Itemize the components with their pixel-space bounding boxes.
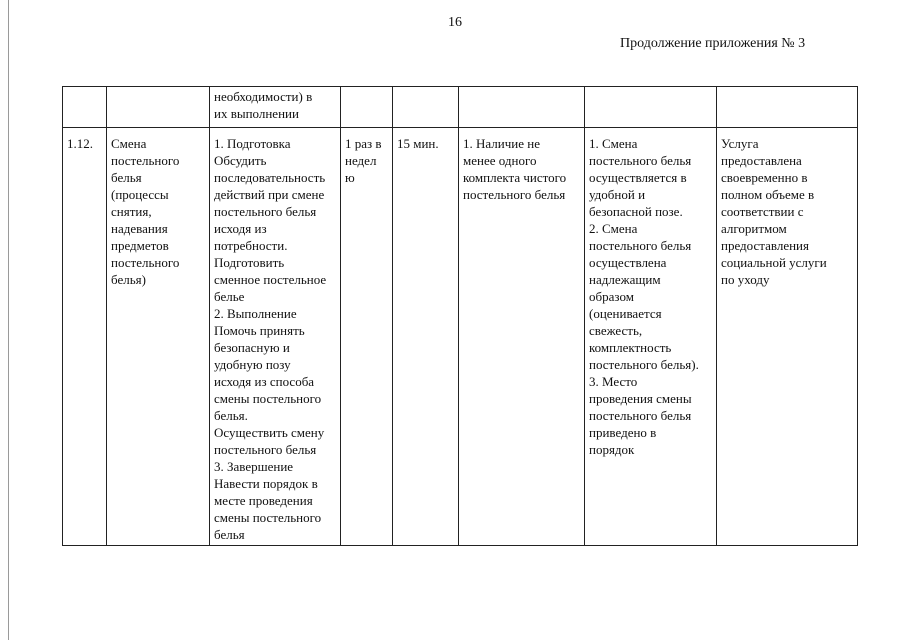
services-table [62,86,858,546]
cell-frequency: 1 раз в недел ю [341,128,393,546]
cell-quality-criteria [585,87,717,128]
cell-actions: 1. Подготовка Обсудить последовательность действий при смене постельного белья исходя из потребности. Подготовить сменное постельное белье 2. Выполнение Помочь принять безопасную и удобную позу исходя из способа смены постельного белья. Осуществить смену постельного белья 3. Завершение Навести порядок в месте проведения смены постельного белья [210,128,341,546]
cell-result: Услуга предоставлена своевременно в полном объеме в соответствии с алгоритмом предоставления социальной услуги по уходу [717,128,858,546]
cell-result [717,87,858,128]
table-row-1-12 [63,128,858,546]
left-margin-line [8,0,9,640]
cell-service-name: Смена постельного белья (процессы снятия, надевания предметов постельного белья) [107,128,210,546]
cell-duration [393,87,459,128]
cell-service-name [107,87,210,128]
cell-conditions: 1. Наличие не менее одного комплекта чистого постельного белья [459,128,585,546]
cell-number [63,87,107,128]
cell-frequency [341,87,393,128]
appendix-continuation-note: Продолжение приложения № 3 [620,36,806,51]
cell-quality-criteria: 1. Смена постельного белья осуществляется в удобной и безопасной позе. 2. Смена постельного белья осуществлена надлежащим образом (оценивается свежесть, комплектность постельного белья). 3. Место проведения смены постельного белья приведено в порядок [585,128,717,546]
cell-duration: 15 мин. [393,128,459,546]
cell-conditions [459,87,585,128]
cell-actions: необходимости) в их выполнении [210,87,341,128]
table-row-continued [63,87,858,128]
page-number: 16 [448,15,462,30]
cell-number: 1.12. [63,128,107,546]
